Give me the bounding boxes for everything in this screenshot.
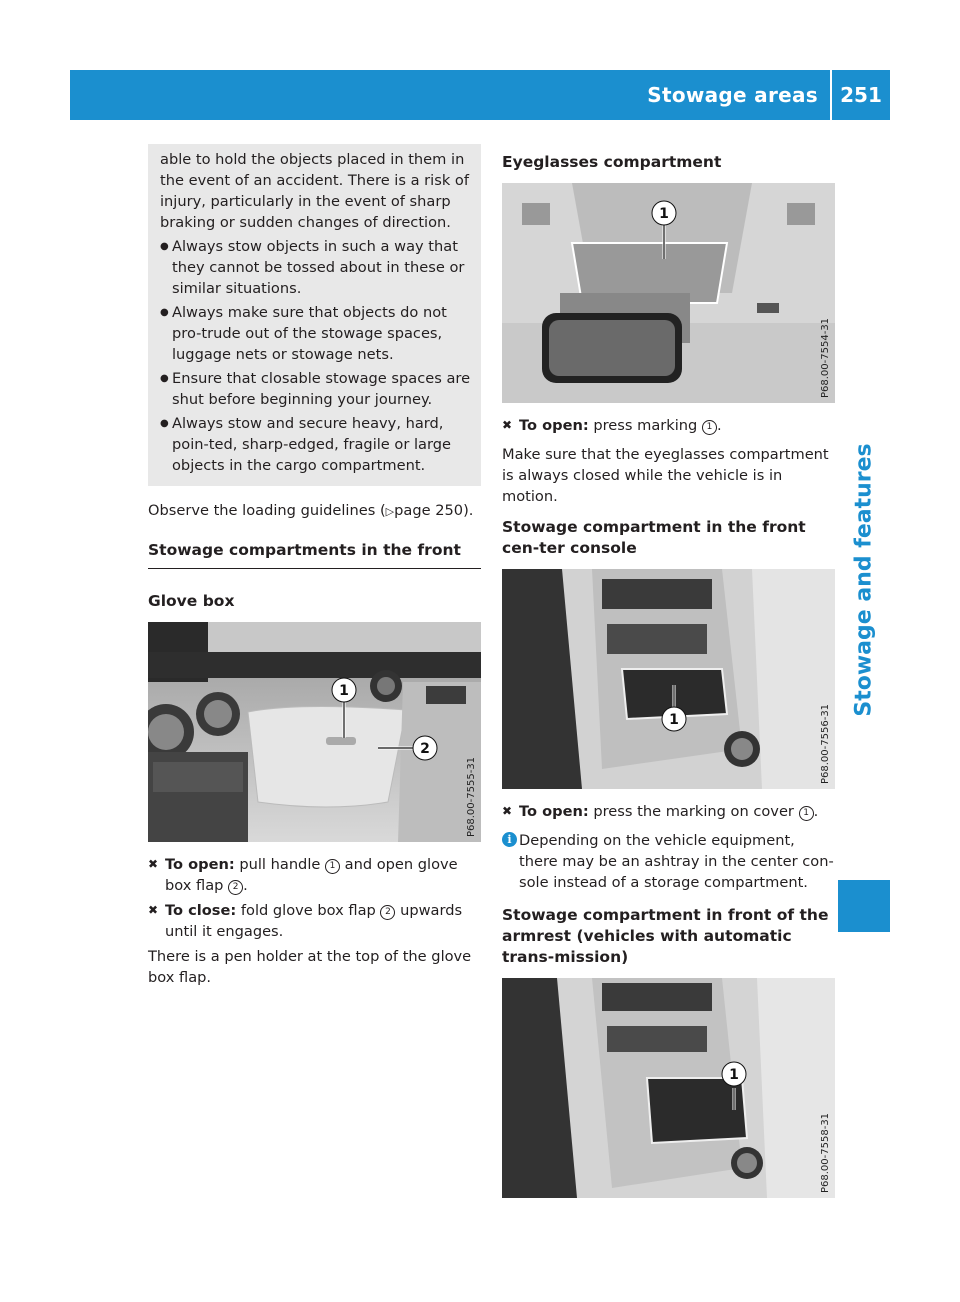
eyeglasses-title: Eyeglasses compartment (502, 153, 722, 171)
photo-code: P68.00-7555-31 (466, 756, 477, 837)
warning-box (148, 144, 481, 486)
ref-marker-1: 1 (799, 806, 814, 821)
warning-text: able to hold the objects placed in them in the event of an accident. There is a risk of injury, particularly in the event of sharp braking or sudden changes of direction. (160, 151, 469, 231)
section-title: Stowage compartments in the front (148, 540, 481, 569)
ref-marker-2: 2 (228, 880, 243, 895)
side-tab-marker (838, 880, 890, 932)
step-open-center: ✖ To open: press the marking on cover 1 . (502, 801, 835, 822)
marker-2: 2 (420, 741, 430, 757)
page-number: 251 (840, 83, 882, 107)
armrest-photo (502, 978, 835, 1198)
marker-1: 1 (339, 683, 349, 699)
glovebox-title: Glove box (148, 592, 235, 610)
left-column (148, 152, 481, 988)
step-open-eyeglasses: ✖ To open: press marking 1 . (502, 415, 835, 436)
marker-1: 1 (669, 712, 679, 728)
photo-code: P68.00-7558-31 (820, 1112, 831, 1193)
page-ref-arrow-icon: ▷ (385, 505, 395, 518)
warning-bullet: ● Always stow objects in such a way that they cannot be tossed about in these or similar situations. (160, 236, 473, 299)
marker-1: 1 (729, 1067, 739, 1083)
step-open: ✖ To open: pull handle 1 and open glove box flap 2 . (148, 854, 481, 896)
eyeglasses-note: Make sure that the eyeglasses compartment is always closed while the vehicle is in motion. (502, 446, 829, 505)
eyeglasses-photo (502, 183, 835, 403)
ref-marker-2: 2 (380, 905, 395, 920)
photo-code: P68.00-7556-31 (820, 703, 831, 784)
warning-bullet: ● Always make sure that objects do not pro-trude out of the stowage spaces, luggage nets or stowage nets. (160, 302, 473, 365)
step-close: ✖ To close: fold glove box flap 2 upwards until it engages. (148, 900, 481, 942)
right-column (502, 152, 835, 1198)
center-console-photo (502, 569, 835, 789)
warning-bullet: ● Ensure that closable stowage spaces are shut before beginning your journey. (160, 368, 473, 410)
ref-marker-1: 1 (702, 420, 717, 435)
loading-guidelines-text: Observe the loading guidelines (▷page 250). (148, 502, 474, 519)
header-divider (830, 70, 832, 120)
header-title: Stowage areas (647, 83, 818, 107)
info-note: i Depending on the vehicle equipment, there may be an ashtray in the center con-sole instead of a storage compartment. (502, 830, 835, 893)
side-tab-label: Stowage and features (851, 443, 877, 717)
photo-code: P68.00-7554-31 (820, 317, 831, 398)
glovebox-photo (148, 622, 481, 842)
marker-1: 1 (659, 206, 669, 222)
warning-bullet: ● Always stow and secure heavy, hard, poin-ted, sharp-edged, fragile or large objects in the cargo compartment. (160, 413, 473, 476)
pen-holder-text: There is a pen holder at the top of the glove box flap. (148, 948, 472, 986)
page-ref-link[interactable]: page 250 (394, 502, 464, 519)
info-icon: i (502, 832, 517, 847)
center-console-title: Stowage compartment in the front cen-ter console (502, 518, 806, 557)
armrest-title: Stowage compartment in front of the armrest (vehicles with automatic trans-mission) (502, 906, 829, 966)
ref-marker-1: 1 (325, 859, 340, 874)
